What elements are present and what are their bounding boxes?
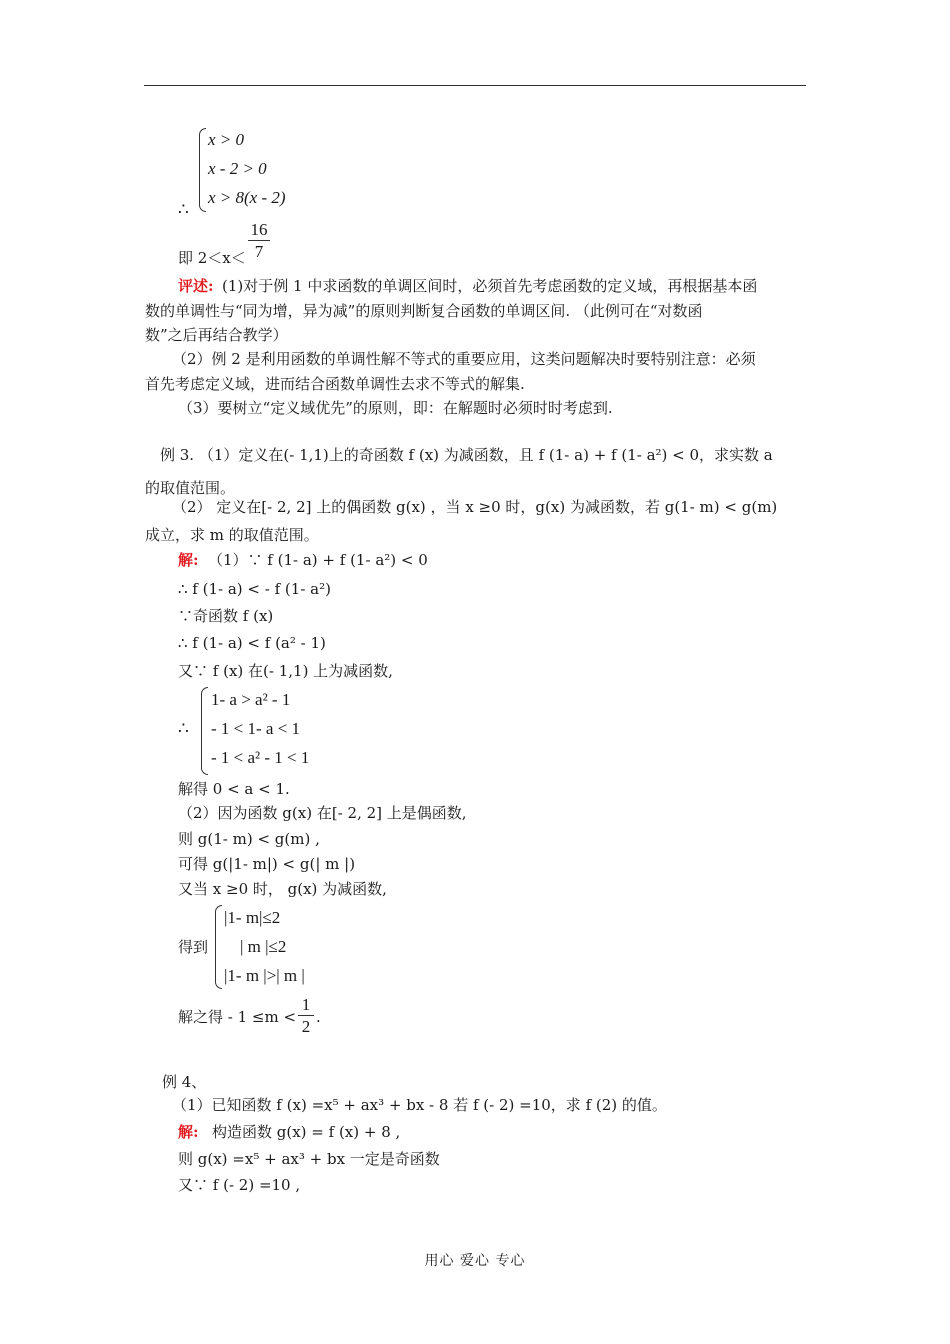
solution-step-1: （1）∵ f (1- a) + f (1- a²) < 0 bbox=[208, 551, 428, 569]
solution-step-4: ∴ f (1- a) < f (a² - 1) bbox=[178, 634, 326, 652]
system2-line-2: | m |≤2 bbox=[240, 937, 287, 956]
part2-step-3: 可得 g(|1- m|) < g(| m |) bbox=[178, 855, 356, 873]
system-line-3: x > 8(x - 2) bbox=[208, 188, 286, 207]
example4-step-1: 构造函数 g(x) = f (x) + 8 , bbox=[212, 1123, 401, 1141]
header-rule bbox=[144, 85, 806, 86]
system-line-1: 1- a > a² - 1 bbox=[211, 690, 291, 709]
fraction-bar bbox=[248, 240, 270, 241]
system-line-3: - 1 < a² - 1 < 1 bbox=[211, 748, 310, 767]
part2-step-2: 则 g(1- m) < g(m) , bbox=[178, 830, 320, 848]
left-brace bbox=[199, 128, 206, 212]
fraction-denominator: 2 bbox=[301, 1017, 311, 1036]
example4-question: （1）已知函数 f (x) =x⁵ + ax³ + bx - 8 若 f (- 2) =10，求 f (2) 的值。 bbox=[172, 1096, 667, 1114]
system-line-2: - 1 < 1- a < 1 bbox=[211, 719, 301, 738]
system2-line-3: |1- m |>| m | bbox=[224, 966, 305, 985]
solution-label: 解: bbox=[178, 1123, 199, 1141]
example3-question1-line2: 的取值范围。 bbox=[145, 479, 236, 497]
commentary-p1-line3: 数”之后再结合教学） bbox=[145, 326, 288, 344]
part2-result: 解之得 - 1 ≤m < bbox=[178, 1008, 297, 1026]
commentary-p3: （3）要树立“定义域优先”的原则，即：在解题时必须时时考虑到. bbox=[178, 399, 613, 417]
page-footer: 用心 爱心 专心 bbox=[424, 1253, 526, 1269]
part2-result-period: . bbox=[316, 1008, 321, 1026]
solution-step-2: ∴ f (1- a) < - f (1- a²) bbox=[178, 580, 331, 598]
system-line-2: x - 2 > 0 bbox=[208, 159, 267, 178]
example4-step-3: 又∵ f (- 2) =10 , bbox=[178, 1176, 301, 1194]
system-line-1: x > 0 bbox=[208, 130, 245, 149]
left-brace bbox=[215, 905, 222, 989]
therefore-symbol: ∴ bbox=[178, 200, 189, 219]
example4-title: 例 4、 bbox=[162, 1073, 207, 1091]
system2-line-1: |1- m|≤2 bbox=[224, 908, 281, 927]
fraction-numerator: 1 bbox=[301, 995, 311, 1014]
commentary-p2-line2: 首先考虑定义域，进而结合函数单调性去求不等式的解集. bbox=[145, 375, 525, 393]
fraction-numerator: 16 bbox=[250, 220, 268, 239]
solution-step-5: 又∵ f (x) 在(- 1,1) 上为减函数, bbox=[178, 662, 393, 680]
commentary-p1-line1: (1)对于例 1 中求函数的单调区间时，必须首先考虑函数的定义域，再根据基本函 bbox=[222, 277, 758, 295]
therefore-symbol: ∴ bbox=[178, 719, 189, 738]
result-text: 即 2＜x＜ bbox=[178, 249, 246, 267]
solution-result-1: 解得 0 < a < 1. bbox=[178, 780, 290, 798]
fraction-16-7 bbox=[248, 221, 270, 260]
fraction-denominator: 7 bbox=[254, 242, 264, 261]
left-brace bbox=[201, 687, 208, 775]
commentary-p2-line1: （2）例 2 是利用函数的单调性解不等式的重要应用，这类问题解决时要特别注意：必须 bbox=[172, 350, 756, 368]
example4-step-2: 则 g(x) =x⁵ + ax³ + bx 一定是奇函数 bbox=[178, 1150, 440, 1168]
example3-question1-line1: 例 3. （1）定义在(- 1,1)上的奇函数 f (x) 为减函数，且 f (1- a) + f (1- a²) < 0，求实数 a bbox=[160, 446, 773, 464]
part2-obtain-label: 得到 bbox=[178, 938, 209, 956]
commentary-p1-line2: 数的单调性与“同为增，异为减”的原则判断复合函数的单调区间. （此例可在“对数函 bbox=[145, 302, 703, 320]
fraction-1-2 bbox=[298, 996, 314, 1035]
commentary-label: 评述: bbox=[178, 277, 214, 295]
solution-step-3: ∵奇函数 f (x) bbox=[178, 607, 274, 625]
part2-step-1: （2）因为函数 g(x) 在[- 2, 2] 上是偶函数, bbox=[178, 804, 467, 822]
solution-label: 解: bbox=[178, 551, 199, 569]
fraction-bar bbox=[298, 1015, 314, 1016]
example3-question2-line2: 成立，求 m 的取值范围。 bbox=[145, 526, 319, 544]
part2-step-4: 又当 x ≥0 时， g(x) 为减函数, bbox=[178, 880, 387, 898]
example3-question2-line1: （2） 定义在[- 2, 2] 上的偶函数 g(x) ，当 x ≥0 时，g(x) 为减函数，若 g(1- m) < g(m) bbox=[172, 498, 778, 516]
